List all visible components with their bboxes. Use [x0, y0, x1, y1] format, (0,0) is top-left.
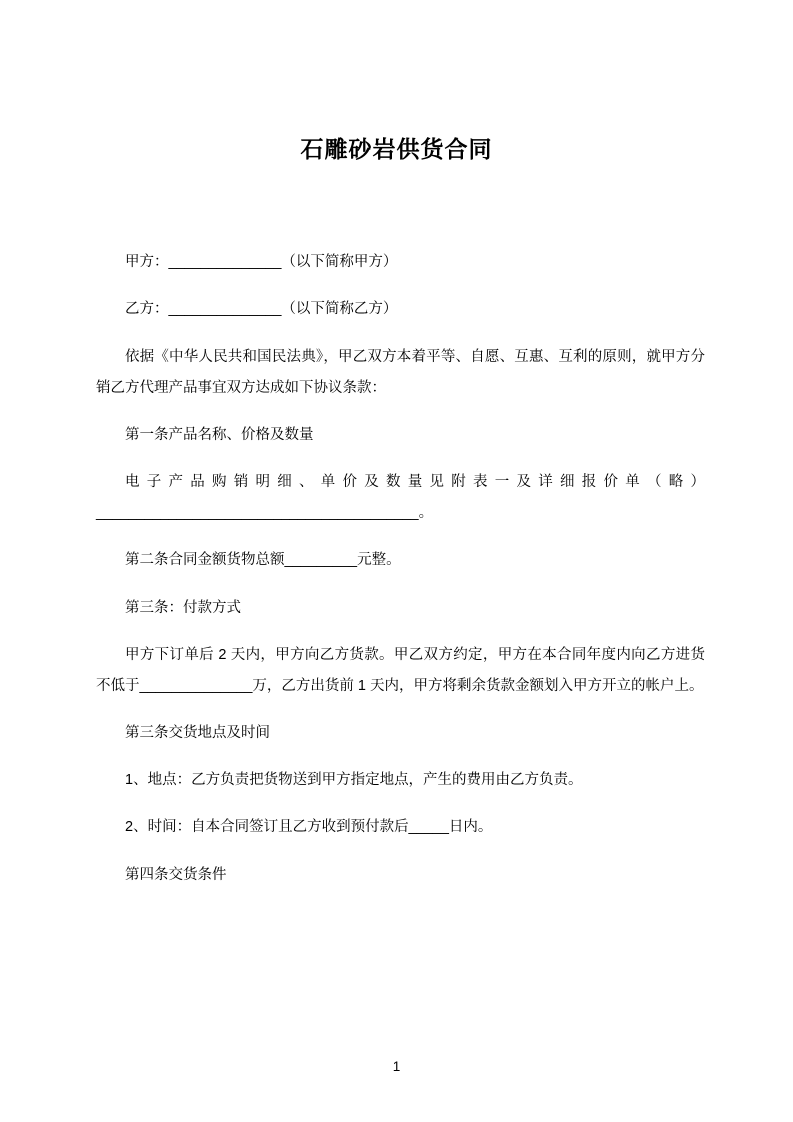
paragraph-article-3-body: 甲方下订单后 2 天内，甲方向乙方货款。甲乙双方约定，甲方在本合同年度内向乙方进货不低于______________万，乙方出货前 1 天内，甲方将剩余货款金额划入甲方开立的帐户上。 — [96, 646, 705, 694]
paragraph-article-2: 第二条合同金额货物总额_________元整。 — [125, 552, 401, 569]
heading-article-3: 第三条：付款方式 — [125, 599, 241, 616]
heading-article-3b: 第三条交货地点及时间 — [125, 725, 270, 742]
paragraph-party-a: 甲方：______________（以下简称甲方） — [125, 254, 398, 271]
document-body — [0, 247, 793, 891]
heading-article-4: 第四条交货条件 — [125, 866, 227, 883]
paragraph-delivery-time: 2、时间：自本合同签订且乙方收到预付款后_____日内。 — [125, 819, 493, 836]
page-title: 石雕砂岩供货合同 — [300, 136, 493, 162]
paragraph-preamble: 依据《中华人民共和国民法典》，甲乙双方本着平等、自愿、互惠、互利的原则，就甲方分销乙方代理产品事宜双方达成如下协议条款： — [96, 348, 705, 396]
paragraph-party-b: 乙方：______________（以下简称乙方） — [125, 301, 398, 318]
heading-article-1: 第一条产品名称、价格及数量 — [125, 426, 314, 443]
page-number: 1 — [392, 1059, 401, 1074]
paragraph-article-1-body: 电子产品购销明细、单价及数量见附表一及详细报价单（略）________________________________________。 — [96, 474, 705, 522]
paragraph-delivery-location: 1、地点：乙方负责把货物送到甲方指定地点，产生的费用由乙方负责。 — [125, 772, 583, 789]
